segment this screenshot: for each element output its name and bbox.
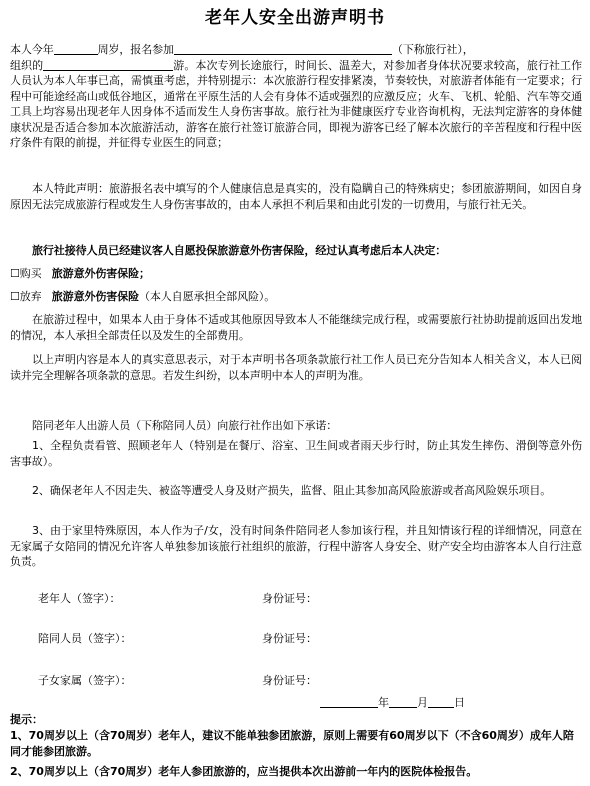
date-line (320, 694, 465, 710)
year-label: 年 (378, 696, 389, 709)
companion-id-label: 身份证号： (262, 632, 317, 645)
elder-id-label: 身份证号： (262, 592, 317, 605)
age-blank[interactable] (54, 43, 98, 55)
intro-warning-text: 游。本次专列长途旅行，时间长、温差大，对参加者身体状况要求较高，旅行社工作人员认为本人年事已高，需慎重考虑，并特别提示：本次旅游行程安排紧凑，节奏较快，对旅游者体能有一定要求；行程中可能途经高山或低谷地区，通常在平原生活的人会有身体不适或强烈的应激反应；火车、飞机、轮船、汽车等交通工具上均容易出现老年人因身体不适而发生人身伤害事故。旅行社为非健康医疗专业咨询机构，无法判定游客的身体健康状况是否适合参加本次旅游活动，游客在旅行社签订旅游合同，即视为游客已经了解本次旅行的辛苦程度和行程中医疗条件有限的前提，并征得专业医生的同意； (10, 58, 582, 149)
intro-join-label: 周岁，报名参加 (97, 43, 174, 56)
document-title: 老年人安全出游声明书 (205, 8, 385, 28)
elder-signature-label: 老年人（签字）： (38, 592, 121, 605)
companion-signature-label: 陪同人员（签字）： (38, 632, 132, 645)
tip-1: 1、70周岁以上（含70周岁）老年人，建议不能单独参团旅游，原则上需要有60周岁以下（不含60周岁）成年人陪同才能参团旅游。 (10, 729, 574, 758)
day-blank[interactable] (428, 696, 454, 708)
family-signature-label: 子女家属（签字）： (38, 674, 132, 687)
insurance-advice-paragraph: 旅行社接待人员已经建议客人自愿投保旅游意外伤害保险，经过认真考虑后本人决定： (32, 244, 447, 257)
intro-paragraph (10, 42, 582, 151)
buy-insurance-label: 旅游意外伤害保险； (51, 267, 150, 280)
year-blank[interactable] (320, 696, 378, 708)
waive-checkbox[interactable]: ☐ (10, 290, 20, 303)
intro-agency-label: （下称旅行社）， (391, 43, 474, 56)
early-return-paragraph: 在旅游过程中，如果本人由于身体不适或其他原因导致本人不能继续完成行程，或需要旅行社协助提前返回出发地的情况，本人承担全部责任以及发生的全部费用。 (10, 313, 582, 342)
companion-intro: 陪同老年人出游人员（下称陪同人员）向旅行社作出如下承诺： (32, 419, 338, 432)
waive-insurance-label: 旅游意外伤害保险 (51, 290, 139, 303)
companion-commitment-2: 2、确保老年人不因走失、被盗等遭受人身及财产损失，监督、阻止其参加高风险旅游或者高风险娱乐项目。 (32, 484, 552, 497)
intro-age-label: 本人今年 (10, 43, 54, 56)
statement-paragraph: 以上声明内容是本人的真实意思表示，对于本声明书各项条款旅行社工作人员已充分告知本人相关含义，本人已阅读并完全理解各项条款的意思。若发生纠纷，以本声明中本人的声明为准。 (10, 353, 582, 382)
family-id-label: 身份证号： (262, 674, 317, 687)
companion-commitment-1: 1、全程负责看管、照顾老年人（特别是在餐厅、浴室、卫生间或者雨天步行时，防止其发生摔伤、滑倒等意外伤害事故）。 (10, 439, 582, 468)
month-label: 月 (417, 696, 428, 709)
waive-note: （本人自愿承担全部风险）。 (138, 290, 276, 303)
self-declaration-paragraph: 本人特此声明：旅游报名表中填写的个人健康信息是真实的，没有隐瞒自己的特殊病史；参团旅游期间，如因自身原因无法完成旅游行程或发生人身伤害事故的，由本人承担不利后果和由此引发的一切费用，与旅行社无关。 (10, 182, 582, 211)
intro-organize-label: 组织的 (10, 58, 44, 72)
day-label: 日 (454, 696, 465, 709)
travel-agency-blank[interactable] (174, 43, 392, 55)
companion-commitment-3: 3、由于家里特殊原因，本人作为子/女，没有时间条件陪同老人参加该行程，并且知情该行程的详细情况，同意在无家属子女陪同的情况允许客人单独参加该旅行社组织的旅游，行程中游客人身安全、财产安全均由游客本人自行注意负责。 (10, 524, 582, 568)
tip-2: 2、70周岁以上（含70周岁）老年人参团旅游的，应当提供本次出游前一年内的医院体检报告。 (10, 765, 478, 778)
insurance-option-buy (10, 266, 582, 282)
buy-checkbox[interactable]: ☐ (10, 267, 20, 280)
waive-label: 放弃 (19, 290, 42, 303)
insurance-option-waive (10, 289, 582, 305)
month-blank[interactable] (389, 696, 417, 708)
tour-name-blank[interactable] (43, 59, 173, 71)
tips-heading: 提示： (10, 713, 43, 726)
buy-label: 购买 (19, 267, 42, 280)
